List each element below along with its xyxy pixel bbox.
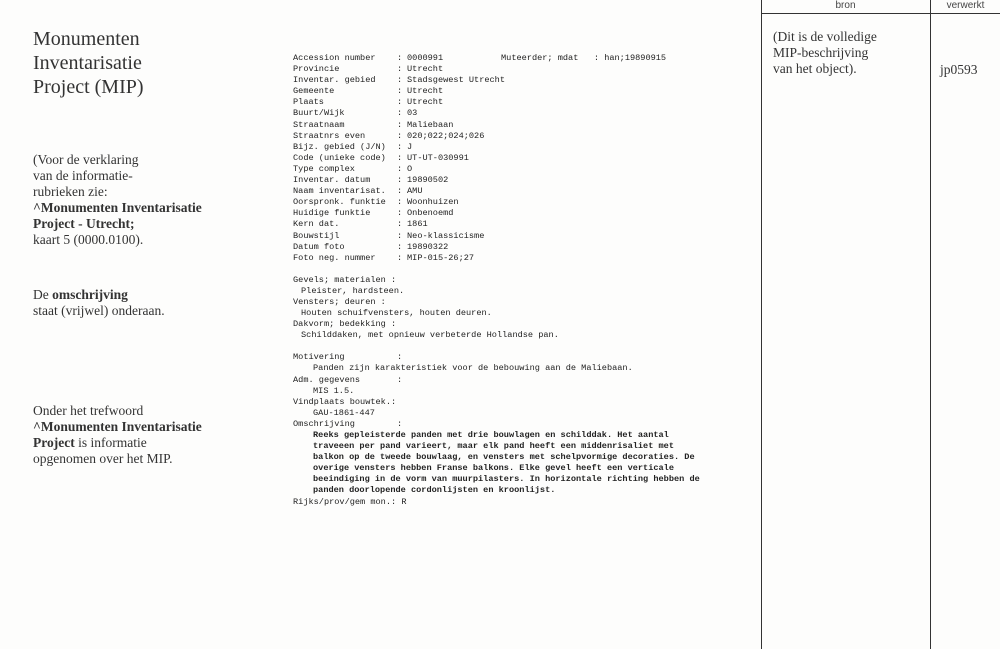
field-label: Provincie: [293, 64, 340, 75]
field-value: 03: [407, 108, 418, 119]
field-value: Utrecht: [407, 97, 444, 108]
record-field-row: [293, 142, 753, 153]
column-divider: [930, 0, 931, 649]
field-label: Accession number: [293, 53, 376, 63]
note-line: rubrieken zie:: [33, 184, 108, 199]
field-separator: :: [397, 141, 403, 152]
field-label: Bouwstijl: [293, 230, 340, 241]
field-value: 19890502: [407, 175, 449, 186]
field-separator: :: [397, 163, 403, 174]
note-line: Onder het trefwoord: [33, 403, 144, 418]
title-line: Monumenten: [33, 28, 140, 50]
field-separator: :: [397, 418, 403, 429]
note-line: van de informatie-: [33, 168, 133, 183]
field-label: Inventar. gebied: [293, 75, 376, 86]
field-label: Plaats: [293, 97, 324, 108]
omschrijving-label: Omschrijving: [293, 418, 355, 429]
record-fields: [293, 53, 753, 264]
note-line: (Voor de verklaring: [33, 152, 139, 167]
description-note: [33, 287, 258, 319]
field-value: MIP-015-26;27: [407, 252, 475, 263]
record-field-row: [293, 97, 753, 108]
field-separator: :: [397, 175, 403, 186]
field-value: UT-UT-030991: [407, 152, 469, 163]
field-separator: :: [397, 374, 403, 385]
motivering-value: Panden zijn karakteristiek voor de bebouwing aan de Maliebaan.: [313, 363, 633, 374]
field-separator: :: [397, 208, 403, 219]
note-line: opgenomen over het MIP.: [33, 451, 173, 466]
field-separator: :: [397, 152, 403, 163]
field-label: Type complex: [293, 163, 355, 174]
record-field-row: [293, 86, 753, 97]
bron-cell: [773, 29, 923, 77]
field-label: Bijz. gebied (J/N): [293, 141, 386, 152]
field-separator: :: [397, 186, 403, 197]
field-value: 020;022;024;026: [407, 130, 485, 141]
field-separator: :: [397, 241, 403, 252]
mutator-field: [501, 53, 666, 64]
field-value: Maliebaan: [407, 119, 454, 130]
omschrijving-line: overige vensters hebben Franse balkons. Elke gevel heeft een verticale: [313, 463, 674, 474]
record-field-row: [293, 197, 753, 208]
omschrijving-line: Reeks gepleisterde panden met drie bouwlagen en schilddak. Het aantal: [313, 430, 669, 440]
field-separator: :: [397, 97, 403, 108]
legend-note: [33, 152, 258, 248]
note-keyword: Project: [33, 435, 75, 450]
field-separator: :: [397, 230, 403, 241]
dakvorm-value: Schilddaken, met opnieuw verbeterde Hollandse pan.: [301, 330, 559, 341]
field-label: Foto neg. nummer: [293, 252, 376, 263]
record-field-row: [293, 253, 753, 264]
field-separator: :: [397, 119, 403, 130]
field-separator: :: [397, 53, 403, 63]
note-text: is informatie: [74, 435, 147, 450]
omschrijving-line: beeindiging in de vorm van muurpilasters. In horizontale richting hebben de: [313, 474, 700, 485]
field-label: Inventar. datum: [293, 175, 371, 186]
rijks-label: Rijks/prov/gem mon.:: [293, 496, 397, 507]
field-label: Gemeente: [293, 86, 335, 97]
field-value: Utrecht: [407, 64, 444, 75]
record-field-row: [293, 153, 753, 164]
note-keyword: omschrijving: [52, 287, 128, 302]
vensters-label: Vensters; deuren :: [293, 296, 386, 307]
note-reference: ^Monumenten Inventarisatie: [33, 200, 202, 215]
field-separator: :: [397, 130, 403, 141]
field-separator: :: [397, 197, 403, 208]
field-value: 1861: [407, 219, 428, 230]
field-value: 0000991: [407, 53, 444, 63]
field-value: han;19890915: [604, 53, 667, 63]
record-field-row: [293, 120, 753, 131]
field-label: Code (unieke code): [293, 152, 386, 163]
adm-label: Adm. gegevens: [293, 374, 361, 385]
bron-line: van het object).: [773, 61, 857, 76]
keyword-note: [33, 403, 258, 467]
verwerkt-column-header: verwerkt: [946, 0, 985, 11]
field-separator: :: [397, 352, 403, 363]
field-label: Oorspronk. funktie: [293, 197, 386, 208]
note-text: De: [33, 287, 53, 302]
adm-value: MIS 1.5.: [313, 385, 355, 396]
vindplaats-value: GAU-1861-447: [313, 407, 375, 418]
dakvorm-label: Dakvorm; bedekking :: [293, 319, 397, 330]
record-field-row: [293, 175, 753, 186]
field-separator: :: [397, 219, 403, 230]
bron-column-header: bron: [835, 0, 856, 11]
field-label: Huidige funktie: [293, 208, 371, 219]
record-field-row: [293, 219, 753, 230]
record-field-row: [293, 208, 753, 219]
field-value: Woonhuizen: [407, 197, 459, 208]
field-label: Straatnrs even: [293, 130, 366, 141]
omschrijving-line: traveeen per pand varieert, maar elk pand heeft een middenrisaliet met: [313, 441, 674, 452]
vindplaats-label: Vindplaats bouwtek.:: [293, 396, 397, 407]
title-line: Inventarisatie: [33, 52, 142, 74]
field-label: Naam inventarisat.: [293, 186, 386, 197]
note-reference: Project - Utrecht;: [33, 216, 135, 231]
record-field-row: [293, 75, 753, 86]
gevels-label: Gevels; materialen :: [293, 274, 397, 285]
field-value: Onbenoemd: [407, 208, 454, 219]
bron-line: MIP-beschrijving: [773, 45, 869, 60]
field-value: Utrecht: [407, 86, 444, 97]
field-separator: :: [397, 86, 403, 97]
page-title: [33, 27, 258, 99]
record-field-row: [293, 231, 753, 242]
gevels-value: Pleister, hardsteen.: [301, 285, 405, 296]
note-line: staat (vrijwel) onderaan.: [33, 303, 165, 318]
omschrijving-line: panden doorlopende cordonlijsten en kroonlijst.: [313, 485, 556, 496]
record-field-row: [293, 64, 753, 75]
omschrijving-line: balkon op de tweede bouwlaag, en vensters met schelpvormige decoraties. De: [313, 452, 695, 463]
mip-record: [293, 53, 753, 508]
note-line: kaart 5 (0000.0100).: [33, 232, 144, 247]
header-divider: [761, 13, 1000, 14]
field-label: Datum foto: [293, 241, 345, 252]
note-reference: ^Monumenten Inventarisatie: [33, 419, 202, 434]
title-line: Project (MIP): [33, 76, 144, 98]
record-field-row: [293, 108, 753, 119]
field-separator: :: [593, 53, 600, 63]
verwerkt-cell: jp0593: [940, 62, 978, 77]
field-value: Neo-klassicisme: [407, 230, 485, 241]
field-value: 19890322: [407, 241, 449, 252]
column-divider: [761, 0, 762, 649]
field-label: Buurt/Wijk: [293, 108, 345, 119]
field-separator: :: [397, 108, 403, 119]
field-value: O: [407, 163, 413, 174]
field-value: AMU: [407, 186, 423, 197]
record-field-row: [293, 186, 753, 197]
bron-line: (Dit is de volledige: [773, 29, 877, 44]
field-value: J: [407, 141, 413, 152]
field-label: Muteerder; mdat: [501, 53, 579, 63]
vensters-value: Houten schuifvensters, houten deuren.: [301, 308, 492, 319]
field-value: Stadsgewest Utrecht: [407, 75, 505, 86]
record-field-row: [293, 164, 753, 175]
field-separator: :: [397, 252, 403, 263]
field-label: Straatnaam: [293, 119, 345, 130]
field-separator: :: [397, 75, 403, 86]
field-label: Kern dat.: [293, 219, 340, 230]
record-field-row: [293, 242, 753, 253]
rijks-value: R: [401, 496, 407, 507]
field-separator: :: [397, 64, 403, 75]
motivering-label: Motivering: [293, 352, 345, 363]
record-field-row: [293, 131, 753, 142]
